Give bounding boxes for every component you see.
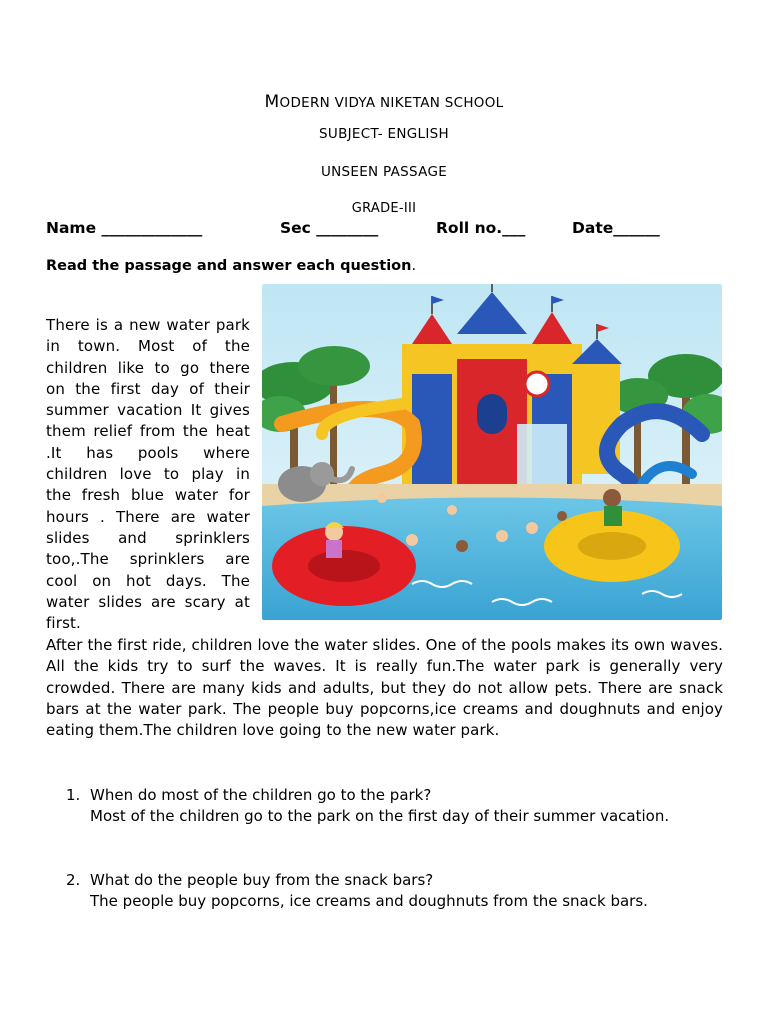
water-park-illustration bbox=[262, 284, 722, 620]
name-field[interactable]: Name _____________ bbox=[46, 219, 203, 237]
passage-type: UNSEEN PASSAGE bbox=[320, 164, 448, 180]
roll-number-field[interactable]: Roll no.___ bbox=[436, 219, 526, 237]
section-field[interactable]: Sec ________ bbox=[280, 219, 379, 237]
school-name: MODERN VIDYA NIKETAN SCHOOL bbox=[264, 92, 504, 112]
answer-text: Most of the children go to the park on the first day of their summer vacation. bbox=[90, 807, 670, 825]
question-item bbox=[66, 870, 706, 912]
passage-continuation: After the first ride, children love the water slides. One of the pools makes its own waves. All the kids try to surf the waves. It is really fun.The water park is generally very crowded. There are many kids and adults, but they do not allow pets. There are snack bars at the water park. The people buy popcorns,ice creams and doughnuts and enjoy eating them.The children love going to the new water park. bbox=[46, 636, 723, 740]
answer-text: The people buy popcorns, ice creams and doughnuts from the snack bars. bbox=[90, 892, 648, 910]
question-text: When do most of the children go to the park? bbox=[90, 786, 432, 804]
question-item bbox=[66, 785, 706, 827]
subject-line: SUBJECT- ENGLISH bbox=[319, 126, 449, 142]
question-number: 2. bbox=[66, 871, 81, 889]
question-number: 1. bbox=[66, 786, 81, 804]
question-text: What do the people buy from the snack bars? bbox=[90, 871, 434, 889]
instruction: Read the passage and answer each question. bbox=[46, 258, 417, 274]
date-field[interactable]: Date______ bbox=[572, 219, 660, 237]
grade-line: GRADE-III bbox=[351, 201, 417, 216]
passage-left-column: There is a new water park in town. Most of the children like to go there on the first day of their summer vacation It gives them relief from the heat .It has pools where children love to play in the fresh blue water for hours . There are water slides and sprinklers too,.The sprinklers are cool on hot days. The water slides are scary at first. bbox=[46, 316, 250, 633]
